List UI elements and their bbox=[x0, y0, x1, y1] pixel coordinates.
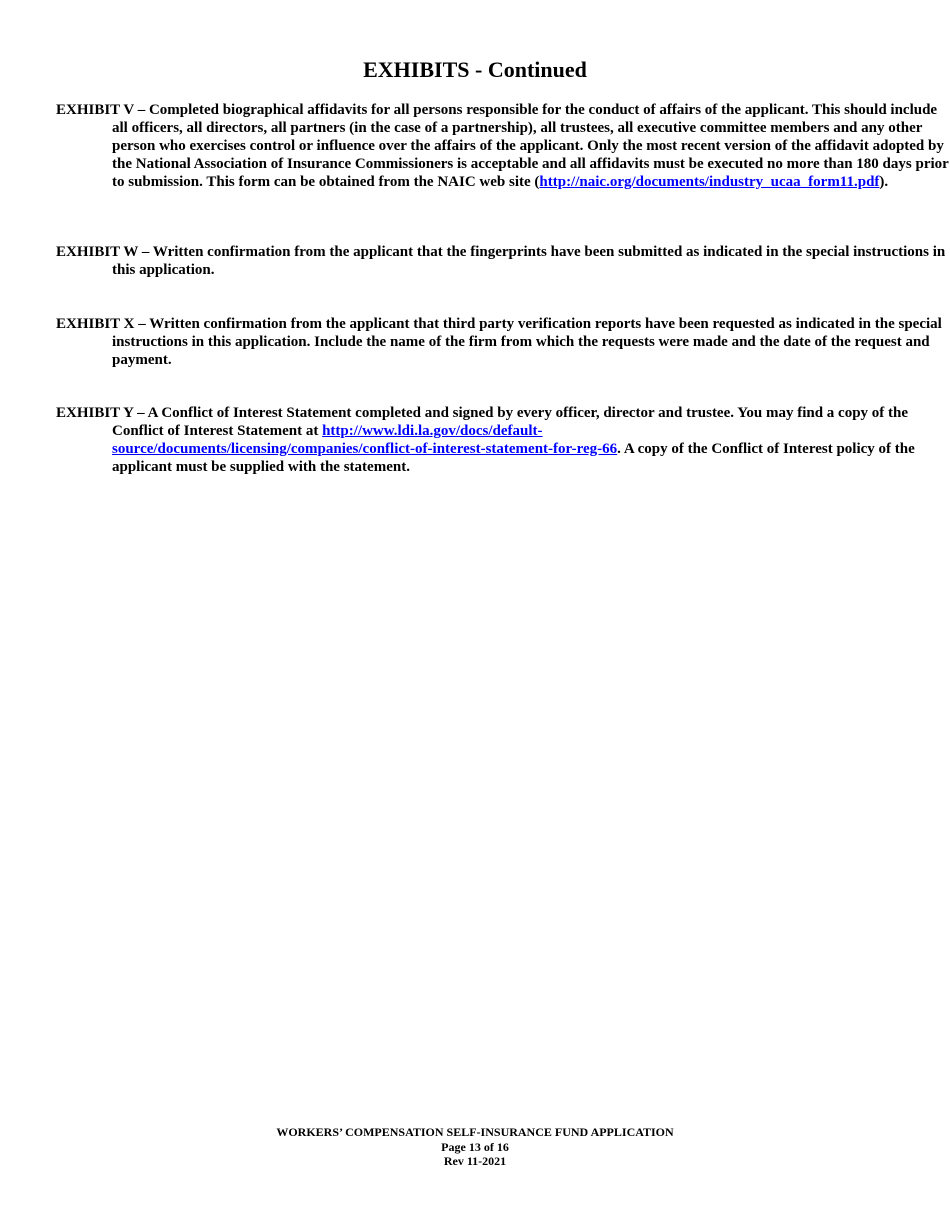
footer-form-name: WORKERS’ COMPENSATION SELF-INSURANCE FUND APPLICATION bbox=[276, 1125, 674, 1139]
conflict-link-line-2: source/documents/licensing/companies/conflict-of-interest-statement-for-reg-66 bbox=[112, 441, 618, 457]
exhibit-v-paragraph bbox=[56, 101, 950, 191]
exhibit-y-paragraph bbox=[56, 404, 950, 476]
exhibit-y-text: – A Conflict of Interest Statement completed and signed by every officer, director and trustee. You may find a copy of the Conflict of Interest Statement at bbox=[112, 405, 909, 439]
exhibit-w-paragraph bbox=[56, 243, 950, 279]
footer-revision: Rev 11-2021 bbox=[443, 1154, 507, 1168]
exhibit-x-label: EXHIBIT X bbox=[56, 316, 135, 332]
naic-affidavit-link[interactable]: http://naic.org/documents/industry_ucaa_form11.pdf bbox=[539, 174, 880, 190]
exhibit-w-text: – Written confirmation from the applicant that the fingerprints have been submitted as indicated in the special instructions in this application. bbox=[112, 244, 946, 278]
page-title: EXHIBITS - Continued bbox=[363, 57, 587, 82]
exhibit-y-label: EXHIBIT Y bbox=[56, 405, 134, 421]
exhibit-x-paragraph bbox=[56, 315, 950, 369]
footer-page-number: Page 13 of 16 bbox=[441, 1139, 509, 1154]
exhibit-x-text: – Written confirmation from the applicant that third party verification reports have been requested as indicated in the special instructions in this application. Include the name of the firm from which the requests were made and the date of the request and payment. bbox=[112, 316, 942, 368]
exhibit-w-label: EXHIBIT W bbox=[56, 244, 139, 260]
exhibit-v-label: EXHIBIT V bbox=[56, 102, 134, 118]
page-footer bbox=[0, 1125, 950, 1169]
exhibit-y-text-end: . A copy of the Conflict of Interest policy of the applicant must be supplied with the statement. bbox=[112, 441, 915, 475]
exhibit-v-text: – Completed biographical affidavits for all persons responsible for the conduct of affairs of the applicant. This should include all officers, all directors, all partners (in the case of a partnership), all trustees, all executive committee members and any other person who exercises control or influence over the affairs of the applicant. Only the most recent version of the affidavit adopted by the National Association of Insurance Commissioners is acceptable and all affidavits must be executed no more than 180 days prior to submission. This form can be obtained from the NAIC web site ( bbox=[112, 102, 949, 190]
conflict-link-line-1: http://www.ldi.la.gov/docs/default- bbox=[322, 423, 543, 439]
exhibit-v-text-end: ). bbox=[879, 174, 889, 190]
